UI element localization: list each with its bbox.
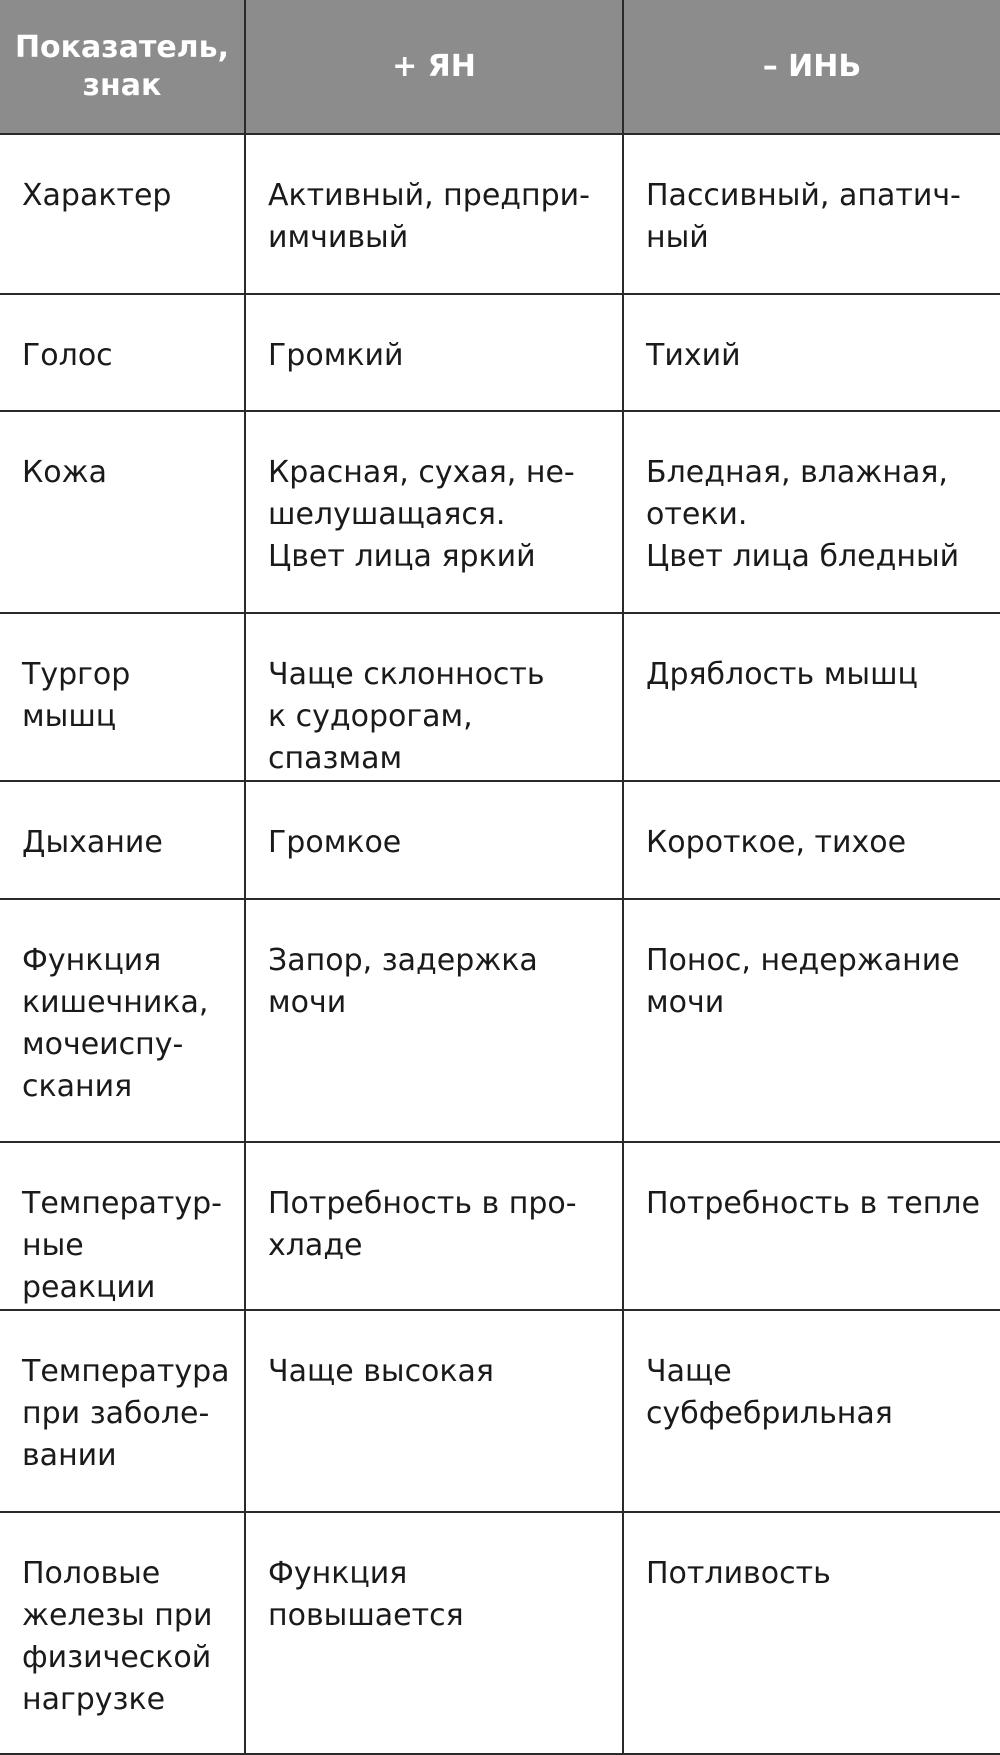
table-row	[0, 294, 1000, 411]
table-row	[0, 899, 1000, 1142]
yin-cell: Бледная, влажная, отеки. Цвет лица бледный	[623, 411, 1000, 613]
header-indicator: Показатель, знак	[0, 0, 245, 134]
header-yang: + ЯН	[245, 0, 623, 134]
yang-cell: Громкое	[245, 781, 623, 899]
header-row	[0, 0, 1000, 134]
indicator-cell: Функция кишечника, мочеиспу- скания	[0, 899, 245, 1142]
table-row	[0, 411, 1000, 613]
yin-cell: Чаще субфебрильная	[623, 1310, 1000, 1512]
indicator-cell: Характер	[0, 134, 245, 294]
yang-cell: Запор, задержка мочи	[245, 899, 623, 1142]
yang-cell: Функция повышается	[245, 1512, 623, 1754]
indicator-cell: Температур- ные реакции	[0, 1142, 245, 1310]
indicator-cell: Голос	[0, 294, 245, 411]
indicator-cell: Тургор мышц	[0, 613, 245, 781]
table-row	[0, 781, 1000, 899]
yin-cell: Пассивный, апатич- ный	[623, 134, 1000, 294]
yin-cell: Потребность в тепле	[623, 1142, 1000, 1310]
yang-cell: Потребность в про- хладе	[245, 1142, 623, 1310]
yang-cell: Чаще склонность к судорогам, спазмам	[245, 613, 623, 781]
yin-cell: Короткое, тихое	[623, 781, 1000, 899]
indicator-cell: Половые железы при физической нагрузке	[0, 1512, 245, 1754]
yang-cell: Громкий	[245, 294, 623, 411]
table-row	[0, 1512, 1000, 1754]
yin-cell: Тихий	[623, 294, 1000, 411]
table-row	[0, 1142, 1000, 1310]
yin-cell: Дряблость мышц	[623, 613, 1000, 781]
indicator-cell: Дыхание	[0, 781, 245, 899]
yang-cell: Чаще высокая	[245, 1310, 623, 1512]
yang-cell: Красная, сухая, не- шелушащаяся. Цвет лица яркий	[245, 411, 623, 613]
table-row	[0, 613, 1000, 781]
yang-cell: Активный, предпри- имчивый	[245, 134, 623, 294]
yin-cell: Понос, недержание мочи	[623, 899, 1000, 1142]
yin-cell: Потливость	[623, 1512, 1000, 1754]
table-row	[0, 1310, 1000, 1512]
indicator-cell: Температура при заболе- вании	[0, 1310, 245, 1512]
indicator-cell: Кожа	[0, 411, 245, 613]
header-yin: – ИНЬ	[623, 0, 1000, 134]
table-row	[0, 134, 1000, 294]
